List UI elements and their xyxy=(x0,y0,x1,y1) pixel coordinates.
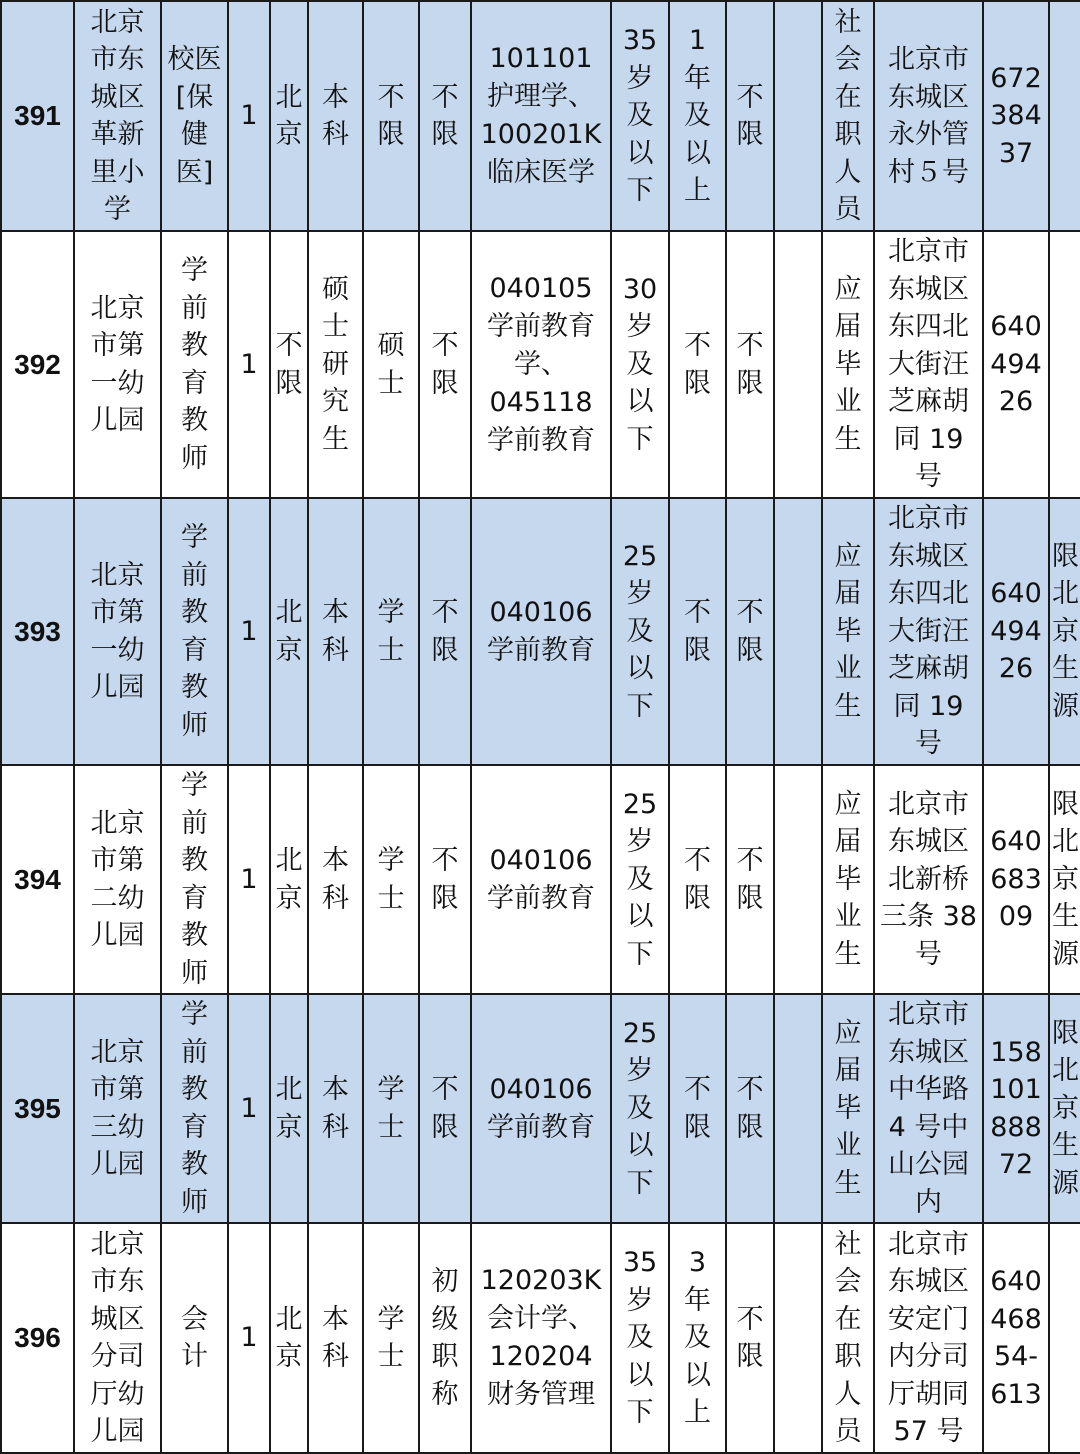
blank-cell xyxy=(774,994,822,1223)
remark-cell xyxy=(1049,231,1080,498)
blank-cell xyxy=(774,765,822,994)
address-cell: 北京市 东城区 东四北 大街汪 芝麻胡 同 19 号 xyxy=(874,231,983,498)
remark-cell: 限 北 京 生 源 xyxy=(1049,498,1080,765)
count-cell: 1 xyxy=(228,1223,270,1453)
source-cell: 应 届 毕 业 生 xyxy=(822,498,874,765)
row-id: 396 xyxy=(1,1223,74,1453)
address-cell: 北京市 东城区 东四北 大街汪 芝麻胡 同 19 号 xyxy=(874,498,983,765)
other-requirement-cell: 不 限 xyxy=(726,1223,774,1453)
education-cell: 本 科 xyxy=(308,498,363,765)
experience-cell: 不 限 xyxy=(669,994,726,1223)
count-cell: 1 xyxy=(228,231,270,498)
count-cell: 1 xyxy=(228,994,270,1223)
count-cell: 1 xyxy=(228,765,270,994)
age-cell: 25 岁 及 以 下 xyxy=(611,498,669,765)
remark-cell: 限 北 京 生 源 xyxy=(1049,994,1080,1223)
count-cell: 1 xyxy=(228,498,270,765)
address-cell: 北京市 东城区 安定门 内分司 厅胡同 57 号 xyxy=(874,1223,983,1453)
source-cell: 应 届 毕 业 生 xyxy=(822,994,874,1223)
age-cell: 25 岁 及 以 下 xyxy=(611,765,669,994)
table-row xyxy=(1,1223,1080,1453)
row-id: 394 xyxy=(1,765,74,994)
position-cell: 校医 [保 健 医] xyxy=(161,1,228,231)
blank-cell xyxy=(774,1223,822,1453)
degree-cell: 学 士 xyxy=(363,994,419,1223)
other-requirement-cell: 不 限 xyxy=(726,994,774,1223)
blank-cell xyxy=(774,1,822,231)
degree-cell: 学 士 xyxy=(363,1223,419,1453)
source-cell: 社 会 在 职 人 员 xyxy=(822,1,874,231)
count-cell: 1 xyxy=(228,1,270,231)
title-cell: 不 限 xyxy=(419,231,471,498)
phone-cell: 640 494 26 xyxy=(983,498,1049,765)
hukou-cell: 北 京 xyxy=(270,765,308,994)
table-row xyxy=(1,498,1080,765)
row-id: 395 xyxy=(1,994,74,1223)
blank-cell xyxy=(774,498,822,765)
source-cell: 应 届 毕 业 生 xyxy=(822,231,874,498)
employer-cell: 北京 市东 城区 分司 厅幼 儿园 xyxy=(74,1223,161,1453)
other-requirement-cell: 不 限 xyxy=(726,498,774,765)
hukou-cell: 北 京 xyxy=(270,1223,308,1453)
remark-cell xyxy=(1049,1,1080,231)
degree-cell: 不 限 xyxy=(363,1,419,231)
experience-cell: 1 年 及 以 上 xyxy=(669,1,726,231)
employer-cell: 北京 市东 城区 革新 里小 学 xyxy=(74,1,161,231)
table-row xyxy=(1,1,1080,231)
employer-cell: 北京 市第 一幼 儿园 xyxy=(74,498,161,765)
remark-cell xyxy=(1049,1223,1080,1453)
hukou-cell: 北 京 xyxy=(270,994,308,1223)
age-cell: 25 岁 及 以 下 xyxy=(611,994,669,1223)
table-row xyxy=(1,231,1080,498)
other-requirement-cell: 不 限 xyxy=(726,1,774,231)
hukou-cell: 北 京 xyxy=(270,498,308,765)
blank-cell xyxy=(774,231,822,498)
employer-cell: 北京 市第 三幼 儿园 xyxy=(74,994,161,1223)
major-cell: 040106 学前教育 xyxy=(471,498,611,765)
age-cell: 30 岁 及 以 下 xyxy=(611,231,669,498)
source-cell: 社 会 在 职 人 员 xyxy=(822,1223,874,1453)
employer-cell: 北京 市第 一幼 儿园 xyxy=(74,231,161,498)
source-cell: 应 届 毕 业 生 xyxy=(822,765,874,994)
position-cell: 学 前 教 育 教 师 xyxy=(161,231,228,498)
title-cell: 初 级 职 称 xyxy=(419,1223,471,1453)
title-cell: 不 限 xyxy=(419,994,471,1223)
hukou-cell: 不 限 xyxy=(270,231,308,498)
phone-cell: 640 494 26 xyxy=(983,231,1049,498)
major-cell: 040106 学前教育 xyxy=(471,765,611,994)
phone-cell: 640 468 54- 613 xyxy=(983,1223,1049,1453)
degree-cell: 学 士 xyxy=(363,765,419,994)
education-cell: 硕 士 研 究 生 xyxy=(308,231,363,498)
hukou-cell: 北 京 xyxy=(270,1,308,231)
row-id: 393 xyxy=(1,498,74,765)
major-cell: 040105 学前教育 学、 045118 学前教育 xyxy=(471,231,611,498)
row-id: 392 xyxy=(1,231,74,498)
experience-cell: 不 限 xyxy=(669,765,726,994)
position-cell: 会 计 xyxy=(161,1223,228,1453)
degree-cell: 硕 士 xyxy=(363,231,419,498)
table-row xyxy=(1,994,1080,1223)
education-cell: 本 科 xyxy=(308,1223,363,1453)
phone-cell: 672 384 37 xyxy=(983,1,1049,231)
education-cell: 本 科 xyxy=(308,994,363,1223)
position-cell: 学 前 教 育 教 师 xyxy=(161,765,228,994)
title-cell: 不 限 xyxy=(419,1,471,231)
other-requirement-cell: 不 限 xyxy=(726,231,774,498)
age-cell: 35 岁 及 以 下 xyxy=(611,1223,669,1453)
degree-cell: 学 士 xyxy=(363,498,419,765)
address-cell: 北京市 东城区 中华路 4 号中 山公园 内 xyxy=(874,994,983,1223)
position-cell: 学 前 教 育 教 师 xyxy=(161,498,228,765)
position-cell: 学 前 教 育 教 师 xyxy=(161,994,228,1223)
other-requirement-cell: 不 限 xyxy=(726,765,774,994)
remark-cell: 限 北 京 生 源 xyxy=(1049,765,1080,994)
major-cell: 120203K 会计学、 120204 财务管理 xyxy=(471,1223,611,1453)
experience-cell: 不 限 xyxy=(669,498,726,765)
address-cell: 北京市 东城区 永外管 村５号 xyxy=(874,1,983,231)
phone-cell: 158 101 888 72 xyxy=(983,994,1049,1223)
table-row xyxy=(1,765,1080,994)
phone-cell: 640 683 09 xyxy=(983,765,1049,994)
major-cell: 101101 护理学、 100201K 临床医学 xyxy=(471,1,611,231)
employer-cell: 北京 市第 二幼 儿园 xyxy=(74,765,161,994)
education-cell: 本 科 xyxy=(308,765,363,994)
experience-cell: 不 限 xyxy=(669,231,726,498)
address-cell: 北京市 东城区 北新桥 三条 38 号 xyxy=(874,765,983,994)
title-cell: 不 限 xyxy=(419,765,471,994)
education-cell: 本 科 xyxy=(308,1,363,231)
major-cell: 040106 学前教育 xyxy=(471,994,611,1223)
age-cell: 35 岁 及 以 下 xyxy=(611,1,669,231)
row-id: 391 xyxy=(1,1,74,231)
title-cell: 不 限 xyxy=(419,498,471,765)
experience-cell: 3 年 及 以 上 xyxy=(669,1223,726,1453)
